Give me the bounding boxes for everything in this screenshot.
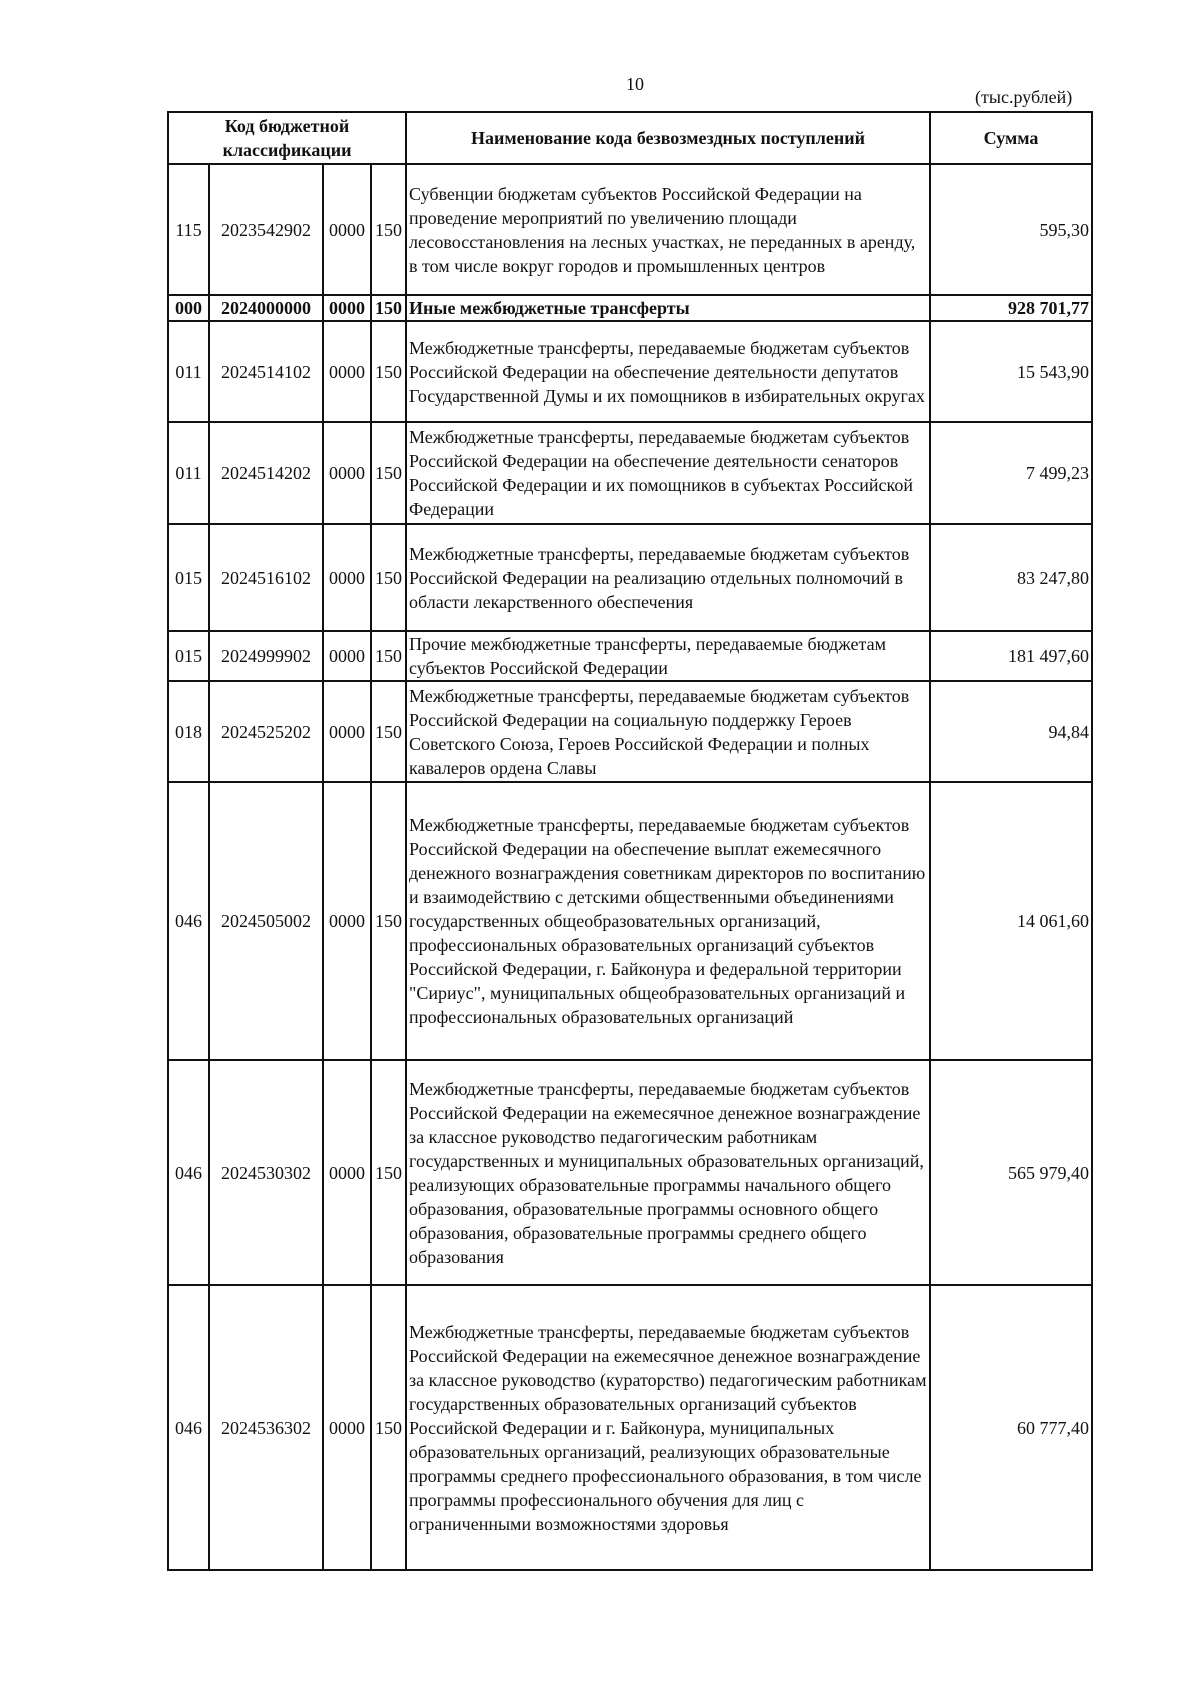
row-sum: 15 543,90 (930, 321, 1092, 422)
code-admin: 000 (168, 295, 209, 321)
code-program: 0000 (323, 631, 371, 681)
code-main: 2024000000 (209, 295, 323, 321)
code-main: 2023542902 (209, 164, 323, 295)
code-program: 0000 (323, 681, 371, 782)
row-name: Прочие межбюджетные трансферты, передаваемые бюджетам субъектов Российской Федерации (406, 631, 930, 681)
code-economic: 150 (371, 422, 406, 524)
row-sum: 595,30 (930, 164, 1092, 295)
code-program: 0000 (323, 1285, 371, 1570)
code-economic: 150 (371, 164, 406, 295)
code-main: 2024536302 (209, 1285, 323, 1570)
row-name: Субвенции бюджетам субъектов Российской Федерации на проведение мероприятий по увеличению площади лесовосстановления на лесных участках, не переданных в аренду, в том числе вокруг городов и промышленных центров (406, 164, 930, 295)
table-row (168, 1285, 1092, 1570)
code-economic: 150 (371, 631, 406, 681)
code-admin: 046 (168, 1060, 209, 1285)
code-program: 0000 (323, 422, 371, 524)
code-admin: 046 (168, 782, 209, 1060)
table-row-total (168, 295, 1092, 321)
code-program: 0000 (323, 782, 371, 1060)
code-main: 2024530302 (209, 1060, 323, 1285)
header-name: Наименование кода безвозмездных поступлений (406, 112, 930, 164)
table-row (168, 782, 1092, 1060)
budget-table (167, 111, 1093, 1571)
row-name: Иные межбюджетные трансферты (406, 295, 930, 321)
page-number: 10 (626, 74, 644, 94)
row-name: Межбюджетные трансферты, передаваемые бюджетам субъектов Российской Федерации на ежемесячное денежное вознаграждение за классное руководство педагогическим работникам государственных и муниципальных образовательных организаций, реализующих образовательные программы начального общего образования, образовательные программы основного общего образования, образовательные программы среднего общего образования (406, 1060, 930, 1285)
row-sum: 7 499,23 (930, 422, 1092, 524)
row-name: Межбюджетные трансферты, передаваемые бюджетам субъектов Российской Федерации на реализацию отдельных полномочий в области лекарственного обеспечения (406, 524, 930, 631)
row-name: Межбюджетные трансферты, передаваемые бюджетам субъектов Российской Федерации на обеспечение выплат ежемесячного денежного вознаграждения советникам директоров по воспитанию и взаимодействию с детскими общественными объединениями государственных общеобразовательных организаций, профессиональных образовательных организаций субъектов Российской Федерации, г. Байконура и федеральной территории "Сириус", муниципальных общеобразовательных организаций и профессиональных образовательных организаций (406, 782, 930, 1060)
code-admin: 015 (168, 631, 209, 681)
code-admin: 011 (168, 321, 209, 422)
code-program: 0000 (323, 164, 371, 295)
table-row (168, 321, 1092, 422)
code-admin: 011 (168, 422, 209, 524)
row-sum: 60 777,40 (930, 1285, 1092, 1570)
code-program: 0000 (323, 295, 371, 321)
header-sum: Сумма (930, 112, 1092, 164)
row-sum: 83 247,80 (930, 524, 1092, 631)
table-row (168, 1060, 1092, 1285)
row-sum: 94,84 (930, 681, 1092, 782)
row-sum: 928 701,77 (930, 295, 1092, 321)
row-sum: 565 979,40 (930, 1060, 1092, 1285)
code-admin: 046 (168, 1285, 209, 1570)
code-admin: 115 (168, 164, 209, 295)
table-row (168, 164, 1092, 295)
code-admin: 018 (168, 681, 209, 782)
code-main: 2024516102 (209, 524, 323, 631)
row-name: Межбюджетные трансферты, передаваемые бюджетам субъектов Российской Федерации на обеспечение деятельности депутатов Государственной Думы и их помощников в избирательных округах (406, 321, 930, 422)
table-row (168, 681, 1092, 782)
row-sum: 181 497,60 (930, 631, 1092, 681)
code-main: 2024514202 (209, 422, 323, 524)
code-admin: 015 (168, 524, 209, 631)
row-name: Межбюджетные трансферты, передаваемые бюджетам субъектов Российской Федерации на ежемесячное денежное вознаграждение за классное руководство (кураторство) педагогическим работникам государственных образовательных организаций субъектов Российской Федерации и г. Байконура, муниципальных образовательных организаций, реализующих образовательные программы среднего профессионального образования, в том числе программы профессионального обучения для лиц с ограниченными возможностями здоровья (406, 1285, 930, 1570)
code-main: 2024514102 (209, 321, 323, 422)
table-header (168, 112, 1092, 164)
units-label: (тыс.рублей) (975, 87, 1073, 107)
code-economic: 150 (371, 782, 406, 1060)
code-main: 2024999902 (209, 631, 323, 681)
code-main: 2024525202 (209, 681, 323, 782)
table-row (168, 422, 1092, 524)
code-economic: 150 (371, 681, 406, 782)
code-economic: 150 (371, 295, 406, 321)
row-name: Межбюджетные трансферты, передаваемые бюджетам субъектов Российской Федерации на социальную поддержку Героев Советского Союза, Героев Российской Федерации и полных кавалеров ордена Славы (406, 681, 930, 782)
code-program: 0000 (323, 524, 371, 631)
code-economic: 150 (371, 1285, 406, 1570)
code-economic: 150 (371, 1060, 406, 1285)
row-sum: 14 061,60 (930, 782, 1092, 1060)
header-code: Код бюджетной классификации (168, 112, 406, 164)
code-program: 0000 (323, 321, 371, 422)
table-row (168, 524, 1092, 631)
row-name: Межбюджетные трансферты, передаваемые бюджетам субъектов Российской Федерации на обеспечение деятельности сенаторов Российской Федерации и их помощников в субъектах Российской Федерации (406, 422, 930, 524)
table-row (168, 631, 1092, 681)
code-economic: 150 (371, 524, 406, 631)
code-main: 2024505002 (209, 782, 323, 1060)
code-program: 0000 (323, 1060, 371, 1285)
code-economic: 150 (371, 321, 406, 422)
